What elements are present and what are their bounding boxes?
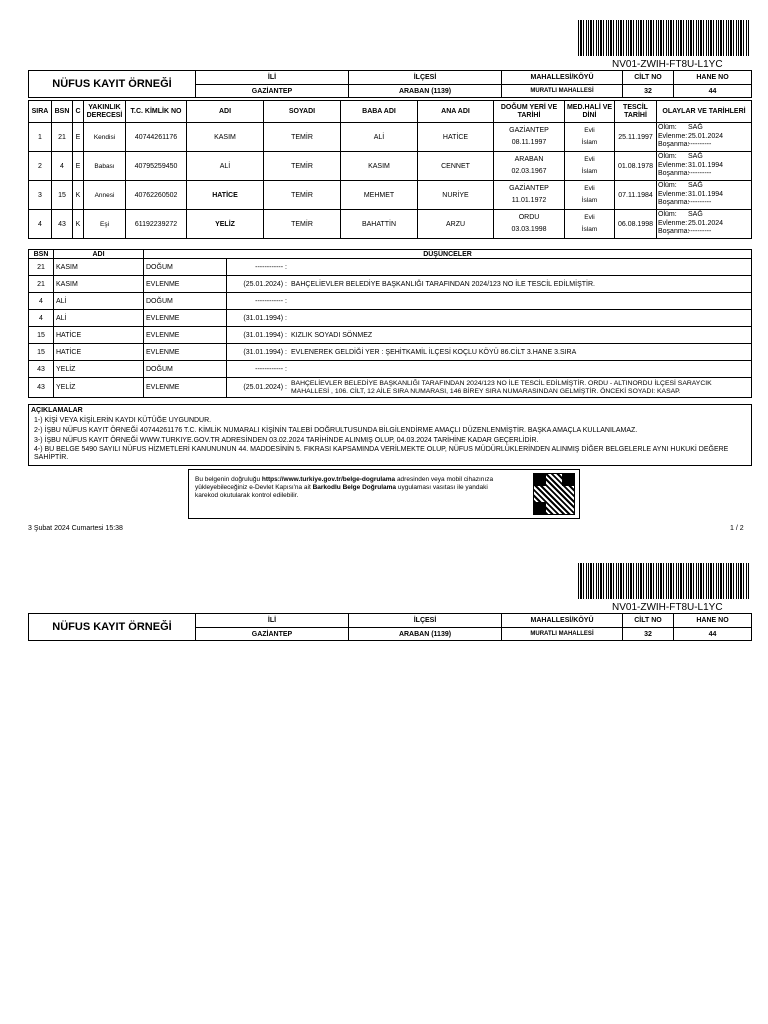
- cell-dogum: [494, 210, 565, 239]
- dusunce-row: [29, 293, 752, 310]
- dusunce-row: [29, 378, 752, 398]
- din: İslam: [581, 226, 598, 233]
- medeni-hal: Evli: [584, 214, 595, 221]
- dus-bsn: 43: [29, 361, 54, 378]
- cell-sira: 2: [29, 152, 52, 181]
- cell-tescil: 07.11.1984: [615, 181, 657, 210]
- person-row: [29, 210, 752, 239]
- cell-medeni: [565, 181, 615, 210]
- cell-bsn: 15: [52, 181, 73, 210]
- din: İslam: [581, 168, 598, 175]
- th-bsn: BSN: [52, 101, 73, 123]
- dus-adi: YELİZ: [54, 361, 144, 378]
- cell-ana: CENNET: [418, 152, 494, 181]
- dogum-tarihi: 02.03.1967: [511, 168, 547, 175]
- dusunce-row: [29, 259, 752, 276]
- cell-baba: ALİ: [341, 123, 418, 152]
- dusunce-row: [29, 327, 752, 344]
- th-dus-dusunceler: DÜŞÜNCELER: [144, 250, 752, 259]
- document-id: NV01-ZWIH-FT8U-L1YC: [612, 59, 723, 70]
- cell-olaylar: Ölüm: SAĞ Evlenme:31.01.1994 Boşanma:----------: [657, 152, 752, 181]
- cell-bsn: 21: [52, 123, 73, 152]
- dusunce-row: [29, 361, 752, 378]
- header-title: NÜFUS KAYIT ÖRNEĞİ: [29, 71, 196, 98]
- header-col-mahalle: MAHALLESİ/KÖYÜ: [502, 71, 623, 85]
- dus-metin: BAHÇELİEVLER BELEDİYE BAŞKANLIĞI TARAFINDAN 2024/123 NO İLE TESCİL EDİLMİŞTİR. ORDU - ALTINORDU İLÇESİ SARAYCIK MAHALLESİ , 106. CİLT, 12 AİLE SIRA NUMARASI, 146 BİREY SIRA NUMARASINDAN GELMİŞTİR. ÖNCEKİ SOYADI: KASAP.: [289, 378, 752, 398]
- qr-code: [533, 473, 575, 515]
- th-c: C: [73, 101, 84, 123]
- cell-ana: HATİCE: [418, 123, 494, 152]
- dogum-tarihi: 08.11.1997: [511, 139, 547, 146]
- th-soyadi: SOYADI: [264, 101, 341, 123]
- cell-tc: 40762260502: [126, 181, 187, 210]
- cell-adi: YELİZ: [187, 210, 264, 239]
- dus-bsn: 4: [29, 310, 54, 327]
- verification-box: [188, 469, 580, 519]
- dus-adi: KASIM: [54, 259, 144, 276]
- dus-metin: EVLENEREK GELDİĞİ YER : ŞEHİTKAMİL İLÇESİ KOÇLU KÖYÜ 86.CİLT 3.HANE 3.SIRA: [289, 344, 752, 361]
- header-val-il: GAZİANTEP: [196, 628, 349, 641]
- cell-yakinlik: Kendisi: [84, 123, 126, 152]
- cell-ana: ARZU: [418, 210, 494, 239]
- header-col-cilt: CİLT NO: [623, 71, 674, 85]
- cell-yakinlik: Eşi: [84, 210, 126, 239]
- dus-tarih: (25.01.2024) :: [227, 378, 290, 398]
- dogum-yeri: ORDU: [518, 214, 540, 221]
- dus-metin: [289, 361, 752, 378]
- header-col-il: İLİ: [196, 71, 349, 85]
- header-val-cilt: 32: [623, 628, 674, 641]
- cell-c: K: [73, 181, 84, 210]
- dusunce-row: [29, 276, 752, 293]
- barcode: [578, 20, 750, 56]
- dus-olay: EVLENME: [144, 310, 227, 327]
- dus-tarih: ------------ :: [227, 361, 290, 378]
- header-val-mahalle: MURATLI MAHALLESİ: [502, 85, 623, 98]
- dus-tarih: (31.01.1994) :: [227, 344, 290, 361]
- cell-tc: 61192239272: [126, 210, 187, 239]
- dogum-yeri: ARABAN: [514, 156, 544, 163]
- cell-medeni: [565, 210, 615, 239]
- cell-c: E: [73, 152, 84, 181]
- cell-yakinlik: Babası: [84, 152, 126, 181]
- dus-adi: ALİ: [54, 293, 144, 310]
- cell-adi: ALİ: [187, 152, 264, 181]
- dus-adi: HATİCE: [54, 344, 144, 361]
- cell-bsn: 43: [52, 210, 73, 239]
- dus-olay: EVLENME: [144, 378, 227, 398]
- th-medeni: MED.HALİ VE DİNİ: [565, 101, 615, 123]
- cell-soyadi: TEMİR: [264, 181, 341, 210]
- cell-ana: NURİYE: [418, 181, 494, 210]
- cell-bsn: 4: [52, 152, 73, 181]
- header-title: NÜFUS KAYIT ÖRNEĞİ: [29, 614, 196, 641]
- dus-tarih: ------------ :: [227, 293, 290, 310]
- th-tc: T.C. KİMLİK NO: [126, 101, 187, 123]
- cell-olaylar: Ölüm: SAĞ Evlenme:31.01.1994 Boşanma:----------: [657, 181, 752, 210]
- dus-bsn: 15: [29, 344, 54, 361]
- header-val-cilt: 32: [623, 85, 674, 98]
- cell-tescil: 06.08.1998: [615, 210, 657, 239]
- print-date: 3 Şubat 2024 Cumartesi 15:38: [28, 525, 123, 532]
- verification-text: Bu belgenin doğruluğu https://www.turkiye.gov.tr/belge-dogrulama adresinden veya mobil cihazınıza yükleyebileceğiniz e-Devlet Kapısı'na ait Barkodlu Belge Doğrulama uygulaması vasıtası ile yandaki karekod okutularak kontrol edilebilir.: [195, 476, 494, 499]
- din: İslam: [581, 197, 598, 204]
- header-val-ilce: ARABAN (1139): [349, 628, 502, 641]
- cell-olaylar: Ölüm: SAĞ Evlenme:25.01.2024 Boşanma:----------: [657, 210, 752, 239]
- dus-olay: EVLENME: [144, 344, 227, 361]
- header-val-mahalle: MURATLI MAHALLESİ: [502, 628, 623, 641]
- aciklama-item: 3-) İŞBU NÜFUS KAYIT ÖRNEĞİ WWW.TURKIYE.GOV.TR ADRESİNDEN 03.02.2024 TARİHİNDE ALINMIŞ OLUP, 04.03.2024 TARİHİNE KADAR GEÇERLİDİR.: [34, 437, 539, 444]
- aciklamalar-title: AÇIKLAMALAR: [31, 407, 83, 414]
- cell-sira: 3: [29, 181, 52, 210]
- dogum-tarihi: 03.03.1998: [511, 226, 547, 233]
- th-sira: SIRA: [29, 101, 52, 123]
- verification-url[interactable]: https://www.turkiye.gov.tr/belge-dogrulama: [261, 476, 396, 483]
- th-baba: BABA ADI: [341, 101, 418, 123]
- header-col-cilt: CİLT NO: [623, 614, 674, 628]
- header-val-il: GAZİANTEP: [196, 85, 349, 98]
- cell-sira: 1: [29, 123, 52, 152]
- header-val-ilce: ARABAN (1139): [349, 85, 502, 98]
- header-val-hane: 44: [674, 85, 752, 98]
- cell-olaylar: Ölüm: SAĞ Evlenme:25.01.2024 Boşanma:----------: [657, 123, 752, 152]
- dus-olay: DOĞUM: [144, 293, 227, 310]
- dus-metin: BAHÇELİEVLER BELEDİYE BAŞKANLIĞI TARAFINDAN 2024/123 NO İLE TESCİL EDİLMİŞTİR.: [289, 276, 752, 293]
- th-adi: ADI: [187, 101, 264, 123]
- dus-olay: DOĞUM: [144, 361, 227, 378]
- person-table: [28, 100, 752, 239]
- th-ana: ANA ADI: [418, 101, 494, 123]
- cell-dogum: [494, 181, 565, 210]
- dus-adi: HATİCE: [54, 327, 144, 344]
- dus-adi: YELİZ: [54, 378, 144, 398]
- cell-baba: BAHATTİN: [341, 210, 418, 239]
- th-dus-bsn: BSN: [29, 250, 54, 259]
- cell-medeni: [565, 123, 615, 152]
- dus-tarih: ------------ :: [227, 259, 290, 276]
- dus-olay: DOĞUM: [144, 259, 227, 276]
- dus-tarih: (31.01.1994) :: [227, 310, 290, 327]
- din: İslam: [581, 139, 598, 146]
- cell-sira: 4: [29, 210, 52, 239]
- dogum-yeri: GAZİANTEP: [509, 185, 549, 192]
- medeni-hal: Evli: [584, 127, 595, 134]
- th-dogum: DOĞUM YERİ VE TARİHİ: [494, 101, 565, 123]
- cell-tescil: 01.08.1978: [615, 152, 657, 181]
- dus-metin: KIZLIK SOYADI SÖNMEZ: [289, 327, 752, 344]
- header-table: [28, 70, 752, 98]
- cell-dogum: [494, 123, 565, 152]
- cell-c: K: [73, 210, 84, 239]
- header-col-hane: HANE NO: [674, 614, 752, 628]
- page-number: 1 / 2: [730, 525, 744, 532]
- dus-bsn: 43: [29, 378, 54, 398]
- th-olaylar: OLAYLAR VE TARİHLERİ: [657, 101, 752, 123]
- dus-bsn: 15: [29, 327, 54, 344]
- dus-metin: [289, 293, 752, 310]
- barcode: [578, 563, 750, 599]
- header-col-hane: HANE NO: [674, 71, 752, 85]
- dusunce-row: [29, 344, 752, 361]
- document-id: NV01-ZWIH-FT8U-L1YC: [612, 602, 723, 613]
- dus-bsn: 21: [29, 276, 54, 293]
- cell-yakinlik: Annesi: [84, 181, 126, 210]
- dus-olay: EVLENME: [144, 327, 227, 344]
- dus-tarih: (31.01.1994) :: [227, 327, 290, 344]
- header-val-hane: 44: [674, 628, 752, 641]
- th-yakinlik: YAKINLIK DERECESİ: [84, 101, 126, 123]
- aciklama-item: 1-) KİŞİ VEYA KİŞİLERİN KAYDI KÜTÜĞE UYGUNDUR.: [34, 417, 212, 424]
- dus-olay: EVLENME: [144, 276, 227, 293]
- dogum-yeri: GAZİANTEP: [509, 127, 549, 134]
- header-col-il: İLİ: [196, 614, 349, 628]
- dus-metin: [289, 259, 752, 276]
- th-tescil: TESCİL TARİHİ: [615, 101, 657, 123]
- dus-adi: ALİ: [54, 310, 144, 327]
- dus-metin: [289, 310, 752, 327]
- header-col-mahalle: MAHALLESİ/KÖYÜ: [502, 614, 623, 628]
- person-row: [29, 123, 752, 152]
- dusunceler-table: [28, 249, 752, 398]
- medeni-hal: Evli: [584, 185, 595, 192]
- dus-bsn: 4: [29, 293, 54, 310]
- th-dus-adi: ADI: [54, 250, 144, 259]
- person-row: [29, 152, 752, 181]
- medeni-hal: Evli: [584, 156, 595, 163]
- cell-medeni: [565, 152, 615, 181]
- cell-tc: 40795259450: [126, 152, 187, 181]
- header-table: [28, 613, 752, 641]
- dusunce-row: [29, 310, 752, 327]
- dus-adi: KASIM: [54, 276, 144, 293]
- aciklamalar-box: [28, 404, 752, 466]
- header-col-ilce: İLÇESİ: [349, 71, 502, 85]
- cell-adi: HATİCE: [187, 181, 264, 210]
- cell-tescil: 25.11.1997: [615, 123, 657, 152]
- cell-dogum: [494, 152, 565, 181]
- aciklama-item: 2-) İŞBU NÜFUS KAYIT ÖRNEĞİ 40744261176 T.C. KİMLİK NUMARALI KİŞİNİN TALEBİ DOĞRULTUSUNDA BİLGİLENDİRME AMAÇLI DÜZENLENMİŞTİR. BAŞKA AMAÇLA KULLANILAMAZ.: [34, 427, 638, 434]
- header-col-ilce: İLÇESİ: [349, 614, 502, 628]
- cell-soyadi: TEMİR: [264, 123, 341, 152]
- aciklama-item: 4-) BU BELGE 5490 SAYILI NÜFUS HİZMETLERİ KANUNUNUN 44. MADDESİNİN 5. FIKRASI KAPSAMINDA VERİLMEKTE OLUP, NÜFUS MÜDÜRLÜKLERİNDEN ALINMIŞ DİĞER BELGELERLE AYNI HUKUKİ DEĞERE SAHİPTİR.: [34, 446, 729, 461]
- cell-soyadi: TEMİR: [264, 152, 341, 181]
- dus-tarih: (25.01.2024) :: [227, 276, 290, 293]
- person-row: [29, 181, 752, 210]
- cell-baba: KASIM: [341, 152, 418, 181]
- dus-bsn: 21: [29, 259, 54, 276]
- cell-c: E: [73, 123, 84, 152]
- dogum-tarihi: 11.01.1972: [511, 197, 547, 204]
- cell-baba: MEHMET: [341, 181, 418, 210]
- cell-tc: 40744261176: [126, 123, 187, 152]
- cell-soyadi: TEMİR: [264, 210, 341, 239]
- cell-adi: KASIM: [187, 123, 264, 152]
